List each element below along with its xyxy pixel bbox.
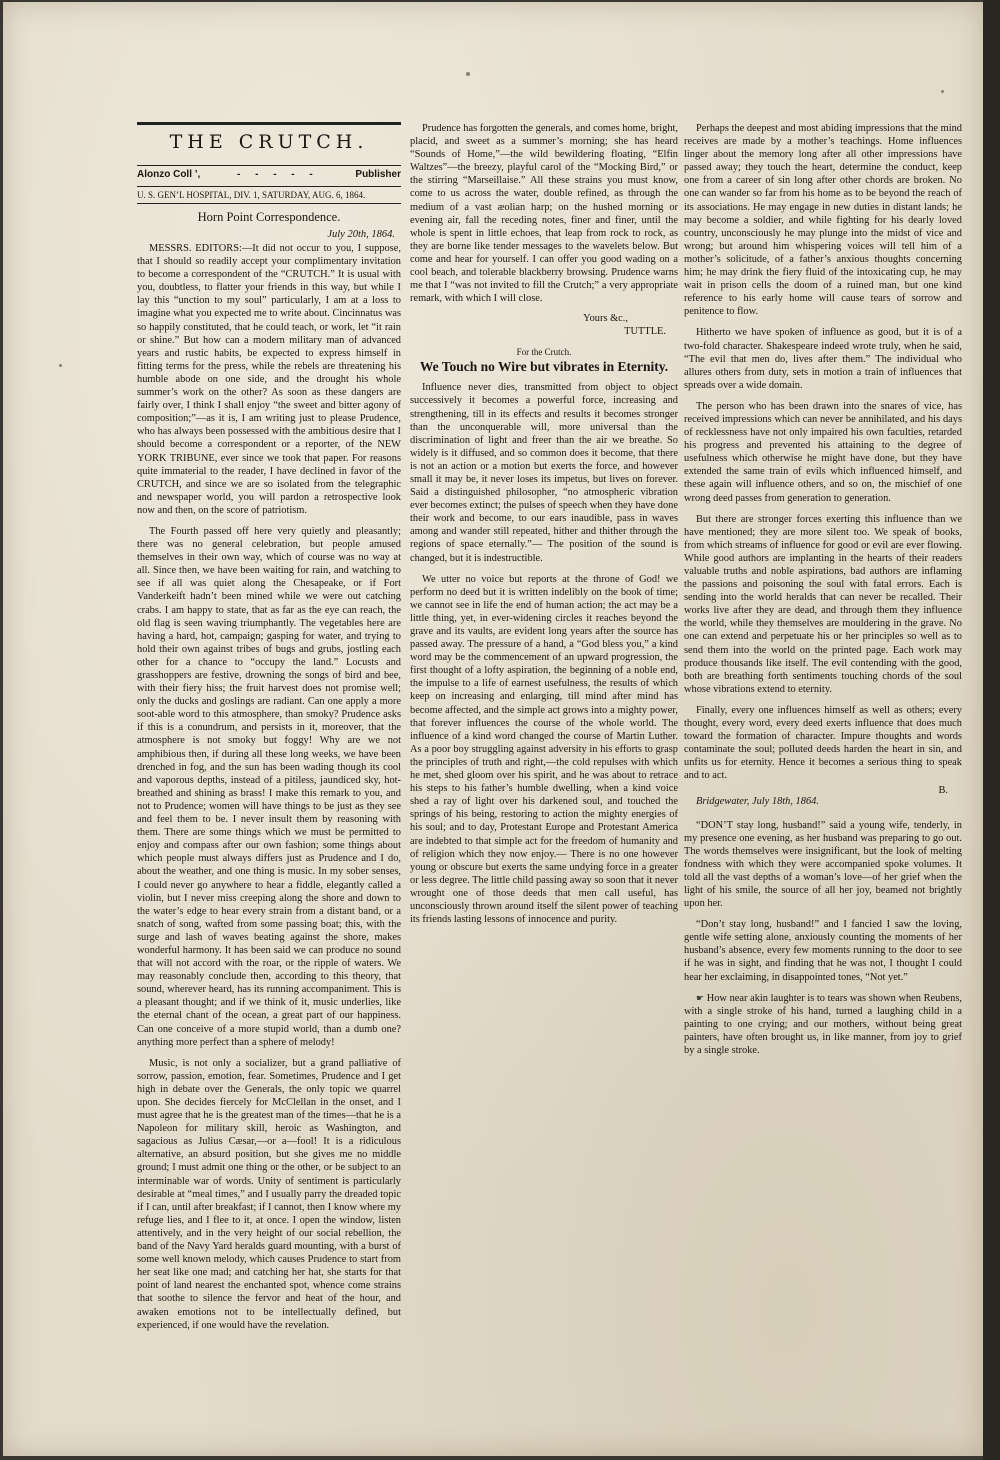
masthead-title: THE CRUTCH.	[169, 131, 369, 153]
article-paragraph: Influence never dies, transmitted from object to object successively it becomes a powerful force, increasing and strengthening, till in its effects and results it becomes stronger than the unconquerable will, more universal than the discrimination of light and freer than the air we breathe. So widely is it diffused, and so common does it become, that there is not an action or a motion but exerts the force, and however small it may be, it never loses its impetus, but lives on forever. Said a distinguished philosopher, “no atmospheric vibration ever becomes extinct; the pulses of speech when they have done their work and become, to our ears inaudible, pass in waves among and wander still repeated, hither and thither through the regions of space eternally.”— The position of the sound is changed, but it is indestructible.	[410, 382, 678, 564]
ink-spot	[941, 90, 944, 93]
article-paragraph: “DON’T stay long, husband!” said a young wife, tenderly, in my presence one evening, as her husband was preparing to go out. The words themselves were insignificant, but the look of melting fondness with which they were accompanied spoke volumes. It told all the vast depths of a woman’s love—of her grief when the light of his smile, the source of all her joy, beamed not brightly upon her.	[684, 819, 962, 910]
article-heading: Horn Point Correspondence.	[197, 210, 341, 224]
place-date: Bridgewater, July 18th, 1864.	[696, 795, 819, 807]
publisher-line	[137, 165, 401, 180]
article-signature: B.	[938, 784, 948, 796]
article-paragraph: MESSRS. EDITORS:—It did not occur to you, I suppose, that I should so readily accept your complimentary invitation to become a correspondent of the “CRUTCH.” It is usual with you, doubtless, to flatter your friends in this way, but while I lay this “unction to my soul” particularly, I am at a loss to imagine what you expected me to write about. Cincinnatus was so happily constituted, that he could teach, or work, let “it rain or shine.” But how can a modern military man of advanced years and rustic habits, be expected to express himself in fitting terms for the press, while the rebels are threatening his humble abode on one side, and the drought his whole summer’s work on the other? As soon as these dangers are fairly over, I think I shall enjoy “the sweet and bitter agony of composition;”—as it is, I am writing just to please Prudence, who has always been possessed with the ambitious desire that I should become a correspondent or a reporter, of the NEW YORK TRIBUNE, ever since we took that paper. For reasons quite immaterial to the reader, I have declined in favor of the CRUTCH, and since we are so isolated from the telegraphic and newspaper world, you will pardon a retrospective look now and then, on the score of patriotism.	[137, 243, 401, 516]
column-2	[410, 122, 678, 1442]
contribution-note: For the Crutch.	[516, 347, 572, 358]
letter-signature: TUTTLE.	[624, 326, 666, 338]
issue-dateline: U. S. GEN’L HOSPITAL, DIV. 1, SATURDAY, AUG. 6, 1864.	[137, 186, 401, 204]
article-heading: We Touch no Wire but vibrates in Eternity.	[419, 359, 669, 375]
article-paragraph: Music, is not only a socializer, but a grand palliative of sorrow, passion, emotion, fear. Sometimes, Prudence and I get high in debate over the Generals, the only topic we quarrel upon. She decides fiercely for McClellan in the onset, and I must agree that he is the greatest man of the times—that he is a Napoleon for military skill, heroic as Washington, and sagacious as Julius Cæsar,—or a—fool! It is a ridiculous alternative, an absurd position, but she gives me no middle ground; I must admit one thing or the other, or be subject to an interminable war of words. Unity of sentiment is particularly desirable at “meal times,” and I usually parry the dreaded topic if I can, until after breakfast; if I cannot, then I know where my refuge lies, and I flee to it, at once. I open the window, listen attentively, and in the very height of our social rebellion, the band of the Navy Yard heralds guard mounting, with a burst of some well known melody, which causes Prudence to start from her seat like one mad; and catching her hat, she starts for that point of land nearest the enchanted spot, whence come strains that soothe to silence the fervor and heat of the hour, and awaken emotions not to be intellectually defined, but experienced, if one would have the revelation.	[137, 1057, 401, 1331]
article-paragraph: Hitherto we have spoken of influence as good, but it is of a two-fold character. Shakespeare indeed wrote truly, when he said, “The evil that men do, lives after them.” The individual who allures others from duty, sets in motion a train of influences that spreads over a wide domain.	[684, 327, 962, 391]
article-paragraph: Finally, every one influences himself as well as others; every thought, every word, every deed exerts influence that does much toward the formation of character. Impure thoughts and words contaminate the soul; polluted deeds harden the heart in sin, and unfits us for eternity. Hence it becomes a serious thing to speak and to act.	[684, 704, 962, 782]
ink-spot	[466, 72, 470, 76]
article-paragraph: Prudence has forgotten the generals, and comes home, bright, placid, and sweet as a summer’s morning; she has heard “Sounds of Home,”—the wild bewildering floating, “Elfin Waltzes”—the breezy, playful carol of the “Mocking Bird,” or the stirring “Marseillaise.” All these strains you must know, come to us across the water, double refined, as through the medium of a vast æolian harp; on the hushed morning or evening air, fall the receding notes, finer and finer, until the whole is spent in little echoes, that leap from rock to rock, as they are borne like tender messages to the wavelets below. But come and hear for yourself. I can offer you good wading on a cool beach, and tolerable blackberry browsing. Prudence warns me that I “was not invited to fill the Crutch;” a very appropriate remark, with which I will close.	[410, 123, 678, 305]
anecdote-text: How near akin laughter is to tears was shown when Reubens, with a single stroke of his hand, turned a laughing child in a painting to one crying; and our mothers, without being great painters, have often brought us, in like manner, from joy to grief by a single stroke.	[684, 992, 962, 1056]
column-3	[684, 122, 962, 1442]
article-paragraph: But there are stronger forces exerting this influence than we have mentioned; they are more silent too. We speak of books, from which streams of influence for good or evil are ever flowing. While good authors are implanting in the hearts of their readers valuable truths and noble aspirations, bad authors are inflaming the passions and poisoning the soul with fatal errors. Each is sending into the world heralds that can never be recalled. Their works live after they are dead, and through them they influence the world, while they themselves are mouldering in the grave. No one can extend and perpetuate his or her principles so well as to send them into the world on the printed page. Each work may produce thousands like itself. The evil contending with the good, both are breathing forth sentiments touching chords of the soul whose vibrations extend to eternity.	[684, 513, 962, 695]
publisher-dashes: - - - - -	[236, 169, 319, 180]
article-paragraph: “Don’t stay long, husband!” and I fancied I saw the loving, gentle wife setting alone, anxiously counting the moments of her husband’s absence, every few moments running to the door to see if he was in sight, and finding that he was not, I thought I could hear her exclaiming, in disappointed tones, “Not yet.”	[684, 919, 962, 983]
letter-date: July 20th, 1864.	[327, 229, 395, 240]
page-edge	[983, 0, 1000, 1460]
signature-row	[684, 785, 962, 796]
masthead-rule	[137, 122, 401, 125]
column-1	[137, 122, 401, 1442]
ink-spot	[59, 364, 62, 367]
article-paragraph: We utter no voice but reports at the throne of God! we perform no deed but it is written indelibly on the book of time; we cannot see in life the end of human action; the act may be a little thing, yet, in ever-widening circles it reaches beyond the grave and its vaults, are evident long years after the source has passed away. The pressure of a hand, a “God bless you,” a kind word may be the commencement of an upward progression, the first thought of a lofty aspiration, the beginning of a noble end, the impulse to a life of earnest usefulness, the results of which keep on increasing and enlarging, till mind after mind has become affected, and the simple act grows into a mighty power, that forever influences the course of the whole world. The influence of a kind word changed the course of Martin Luther. As a poor boy struggling against adversity in his efforts to grasp the principles of truth and right,—the cold repulses with which he met, shed gloom over his spirit, and he was about to retrace his steps to his father’s humble dwelling, when a kind voice shed a ray of light over his darkened soul, and touched the springs of his being, restoring to action the mighty energies of his soul; and to day, Protestant Europe and Protestant America are indebted to that simple act for the freedom of humanity and of religion which they now enjoy.— There is no one however young or obscure but exerts the same undying force in a greater or less degree. The little child passing away so soon that it never wrought one of those deeds that men call useful, has unconsciously thrown around itself the silent power of teaching its friends lasting lessons of innocence and purity.	[410, 573, 678, 926]
article-paragraph: The person who has been drawn into the snares of vice, has received impressions which can never be annihilated, and his days of recklessness have not only impaired his own faculties, retarded his progress and prevented his attaining to the degree of usefulness which otherwise he might have done, but they have extended the same train of evils which influenced himself, and these again will influence others, and so on, the mischief of one wrong deed passes from generation to generation.	[684, 400, 962, 504]
article-paragraph	[684, 992, 962, 1057]
article-paragraph: The Fourth passed off here very quietly and pleasantly; there was no general celebration, but people amused themselves in their own way, which of course was no way at all. Since then, we have been waiting for rain, and watching to see if all was quiet along the Chesapeake, or if Fort Vanderkeift hadn’t been mined while we were out catching crabs. I am happy to state, that as far as the eye can reach, the old flag is seen waving triumphantly. The vegetables here are having a hard, hot, campaign; gasping for water, and trying to hold their own against tribes of bugs and grubs, jostling each other for a chance to “occupy the land.” Locusts and grasshoppers are festive, drowning the songs of bird and bee, with their fiery hiss; the fruit harvest does not promise well; only the ducks and goslings are radiant. Can one apply a more soot-able word to this atmosphere, than smoky? Prudence asks if this is a conundrum, and persists in it, moreover, that the atmosphere is not smoky but foggy! Why are we not amphibious then, if during all these long weeks, we have been drenched in fog, and the sun has been wading though its cool and vaporous depths, instead of a pitiless, jaundiced sky, hot-breathed and shining as brass! I make this remark to you, and not to Prudence; women will have things to be just as they see and feel them to be. I never insult them by reasoning with them. There are some things which we must be permitted to enjoy and compass after our own fashion; some things about which people must always differs just as Prudence and I do, about the weather, and one thing is music. In my sober senses, I could never go anywhere to hear a fiddle, elegantly called a violin, but I never miss creeping along the shore and down to the water’s edge to hear every strain from a distant band, or a snatch of song, wafted from some passing boat; this, with the surge and lash of waves beating against the shore, makes wonderful harmony. It has been said we can produce no sound that will not accord with the roar, or the ripple of waters. We may reasonably conclude then, according to this theory, that sound, wherever heard, has its running accompaniment. This is a pleasant thought; and if we think of it, music underlies, like the eternal chant of the ocean, a great part of our happiness. Can one conceive of a more stupid world, than a dumb one? anything more perfect than a sphere of melody!	[137, 525, 401, 1048]
letter-closing: Yours &c.,	[583, 313, 628, 325]
pointing-hand-icon: ☛	[696, 992, 705, 1003]
publisher-label: Publisher	[355, 169, 401, 180]
article-paragraph: Perhaps the deepest and most abiding impressions that the mind receives are made by a mother’s teachings. Home influences linger about the memory long after all other impressions have passed away; they touch the heart, determine the conduct, keep one from a career of sin long after other chords are broken. No one can wander so far from his home as to be beyond the reach of its associations. He may engage in new duties in distant lands; he may become a soldier, and while fighting for his dearly loved country, unconsciously he may plunge into the midst of vice and wrong; but around him whispering voices will tell him of a mother’s solicitude, of a father’s anxious thoughts concerning him; he may drink the fiery fluid of the intoxicating cup, he may wait in prison cells the doom of a ruined man, but one kind reference to his early home will cause tears of sorrow and penitence to flow.	[684, 123, 962, 318]
publisher-name: Alonzo Coll ’,	[137, 169, 201, 180]
